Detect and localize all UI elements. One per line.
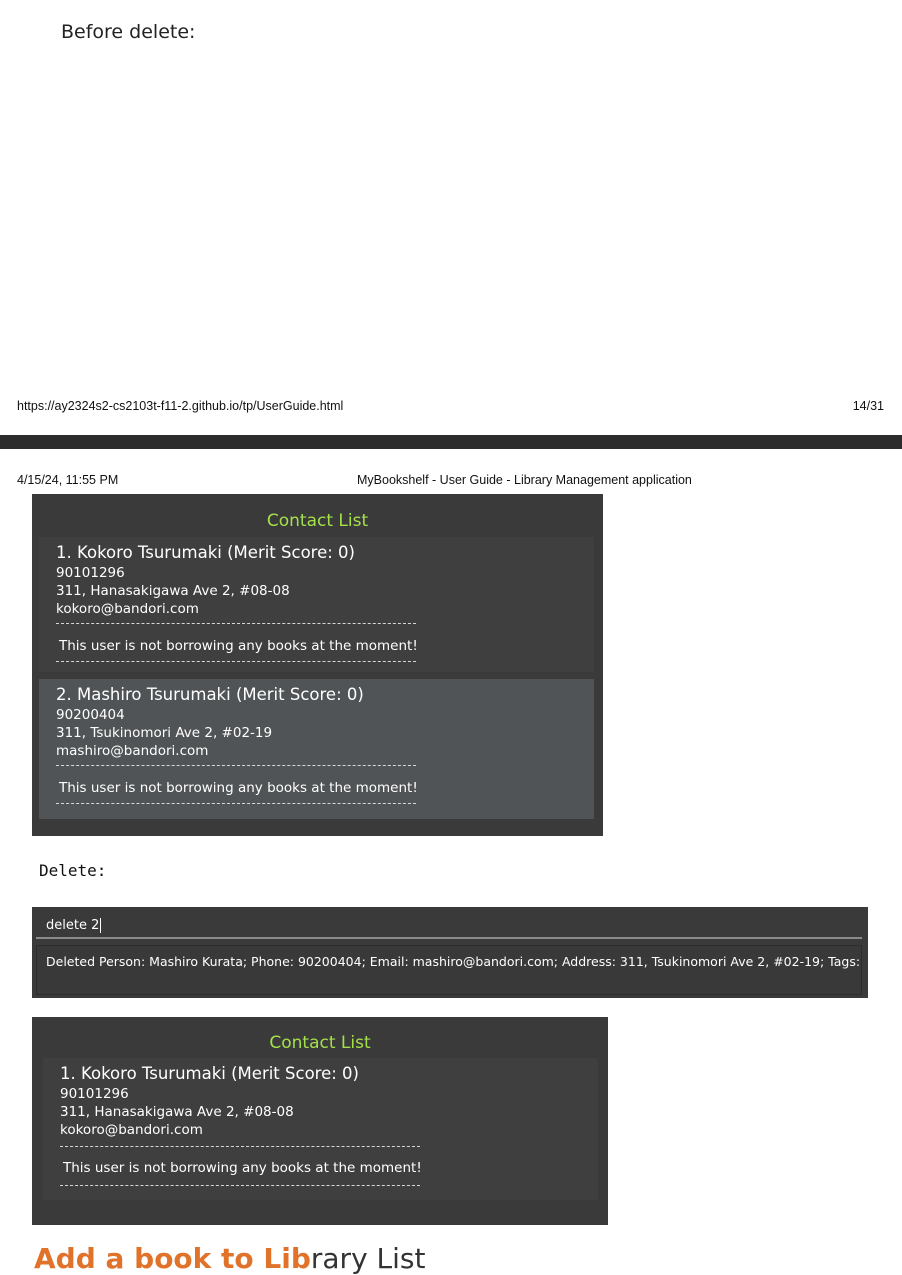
contact-address: 311, Tsukinomori Ave 2, #02-19 [56,725,273,741]
contact-phone: 90200404 [56,707,125,723]
contact-list-title: Contact List [266,511,369,531]
contact-list-after-panel [32,1017,608,1225]
contact-name: 1. Kokoro Tsurumaki (Merit Score: 0) [56,543,355,562]
contact-email: kokoro@bandori.com [60,1122,203,1138]
contact-list-title: Contact List [269,1033,371,1053]
command-input-value: delete 2 [46,918,100,933]
header-title: MyBookshelf - User Guide - Library Management application [357,473,692,487]
text-caret [100,918,101,933]
footer-page-number: 14/31 [852,399,884,413]
divider [60,1185,420,1186]
contact-card[interactable] [39,537,594,672]
result-message: Deleted Person: Mashiro Kurata; Phone: 90200404; Email: mashiro@bandori.com; Address: 311, Tsukinomori Ave 2, #02-19; Tags: [46,954,861,969]
borrow-status-message: This user is not borrowing any books at the moment! [59,780,418,796]
contact-name: 2. Mashiro Tsurumaki (Merit Score: 0) [56,685,364,704]
borrow-status-message: This user is not borrowing any books at the moment! [63,1160,422,1176]
command-input-underline [36,937,862,939]
divider [56,803,416,804]
header-datetime: 4/15/24, 11:55 PM [17,473,119,487]
divider [56,623,416,624]
contact-address: 311, Hanasakigawa Ave 2, #08-08 [60,1104,294,1120]
heading-rest: rary List [310,1242,426,1275]
contact-phone: 90101296 [56,565,125,581]
contact-card[interactable] [43,1058,598,1200]
command-input[interactable] [46,918,101,933]
contact-phone: 90101296 [60,1086,129,1102]
contact-card-selected[interactable] [39,679,594,819]
result-display [36,945,862,995]
divider [60,1146,420,1147]
contact-name: 1. Kokoro Tsurumaki (Merit Score: 0) [60,1064,359,1083]
next-section-heading [34,1242,426,1275]
contact-email: kokoro@bandori.com [56,601,199,617]
delete-label: Delete: [39,861,107,880]
divider [56,661,416,662]
heading-accent: Add a book to Lib [34,1242,311,1275]
contact-email: mashiro@bandori.com [56,743,209,759]
footer-url: https://ay2324s2-cs2103t-f11-2.github.io/tp/UserGuide.html [17,399,344,413]
borrow-status-message: This user is not borrowing any books at the moment! [59,638,418,654]
page-separator [0,435,902,449]
command-panel [32,907,868,998]
intro-text: Before delete: [61,21,196,43]
contact-list-before-panel [32,494,603,836]
contact-address: 311, Hanasakigawa Ave 2, #08-08 [56,583,290,599]
divider [56,765,416,766]
